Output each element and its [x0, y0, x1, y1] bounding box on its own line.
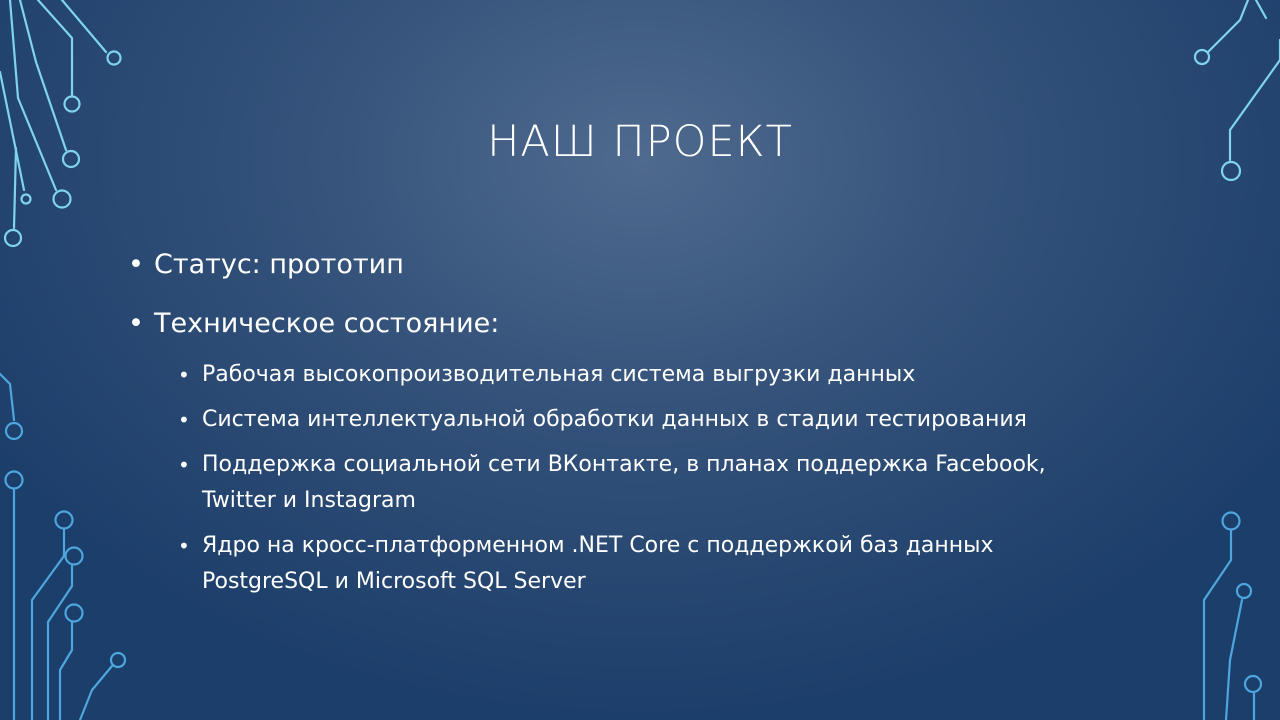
sub-bullet-item: [128, 447, 1108, 519]
bullet-icon: •: [128, 308, 144, 339]
bullet-icon: •: [178, 534, 190, 558]
sub-bullet-item: [128, 528, 1108, 600]
bullet-text: Статус: прототип: [154, 249, 404, 280]
circuit-decoration-bottom-right: [1190, 500, 1280, 720]
sub-bullet-text: Рабочая высокопроизводительная система выгрузки данных: [202, 362, 916, 387]
sub-bullet-item: [128, 357, 1108, 393]
sub-bullet-text: Ядро на кросс-платформенном .NET Core с поддержкой баз данных PostgreSQL и Microsoft SQL Server: [202, 533, 994, 594]
slide-content: [128, 245, 1108, 609]
circuit-decoration-bottom-left: [0, 360, 140, 720]
bullet-icon: •: [178, 363, 190, 387]
slide-title: НАШ ПРОЕКТ: [487, 117, 793, 167]
sub-bullet-list: [128, 357, 1108, 600]
bullet-item-technical-state: [128, 304, 1108, 344]
sub-bullet-item: [128, 402, 1108, 438]
bullet-icon: •: [178, 408, 190, 432]
bullet-text: Техническое состояние:: [154, 308, 500, 339]
bullet-icon: •: [128, 249, 144, 280]
bullet-item-status: [128, 245, 1108, 285]
sub-bullet-text: Система интеллектуальной обработки данных в стадии тестирования: [202, 407, 1027, 432]
sub-bullet-text: Поддержка социальной сети ВКонтакте, в планах поддержка Facebook, Twitter и Instagram: [202, 452, 1046, 513]
bullet-icon: •: [178, 453, 190, 477]
